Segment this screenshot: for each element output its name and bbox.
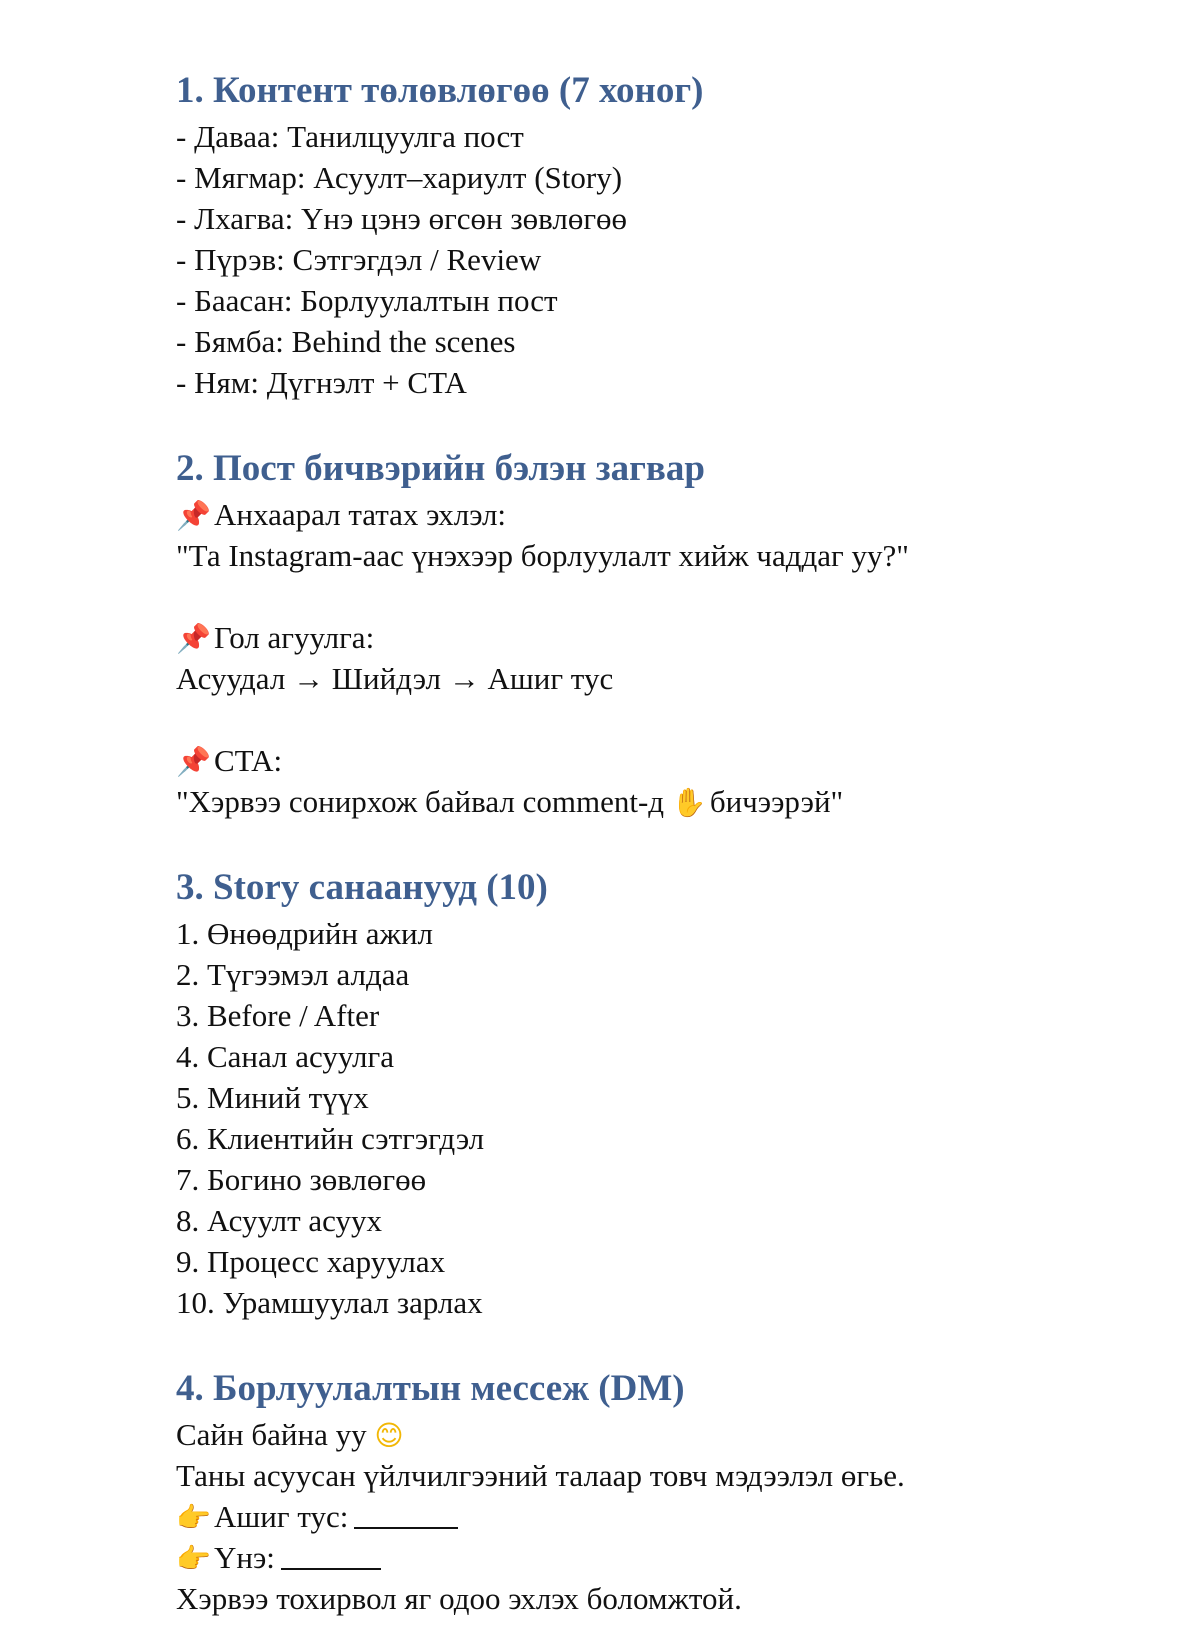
document-page <box>176 66 1136 1619</box>
pointing-hand-icon: 👉 <box>176 1542 211 1575</box>
section-1-heading: 1. Контент төлөвлөгөө (7 хоног) <box>176 70 704 111</box>
dm-benefit-label: Ашиг тус: <box>214 1499 349 1534</box>
cta-label-line <box>176 740 1136 781</box>
story-idea-item: 9. Процесс харуулах <box>176 1244 446 1279</box>
body-text: Асуудал → Шийдэл → Ашиг тус <box>176 661 614 696</box>
story-idea-item: 3. Before / After <box>176 998 380 1033</box>
section-2-heading: 2. Пост бичвэрийн бэлэн загвар <box>176 448 705 489</box>
body-label: Гол агуулга: <box>214 620 375 655</box>
price-blank-line <box>281 1540 381 1570</box>
story-idea-item: 4. Санал асуулга <box>176 1039 394 1074</box>
dm-price-label: Үнэ: <box>214 1540 275 1575</box>
body-label-line <box>176 617 1136 658</box>
story-idea-item: 1. Өнөөдрийн ажил <box>176 916 434 951</box>
story-idea-item: 10. Урамшуулал зарлах <box>176 1285 483 1320</box>
plan-item-wednesday: - Лхагва: Үнэ цэнэ өгсөн зөвлөгөө <box>176 201 628 236</box>
story-idea-item: 2. Түгээмэл алдаа <box>176 957 410 992</box>
plan-item-tuesday: - Мягмар: Асуулт–хариулт (Story) <box>176 160 623 195</box>
smiling-face-icon: 😊 <box>374 1419 404 1452</box>
cta-label: CTA: <box>214 743 283 778</box>
story-idea-item: 8. Асуулт асуух <box>176 1203 382 1238</box>
story-idea-item: 7. Богино зөвлөгөө <box>176 1162 427 1197</box>
dm-price-line <box>176 1537 1136 1578</box>
cta-text-line <box>176 781 1136 822</box>
plan-item-monday: - Даваа: Танилцуулга пост <box>176 119 524 154</box>
raised-hand-icon: ✋ <box>671 786 707 819</box>
pushpin-icon: 📌 <box>176 745 211 778</box>
benefit-blank-line <box>354 1499 458 1529</box>
pushpin-icon: 📌 <box>176 622 211 655</box>
dm-closing: Хэрвээ тохирвол яг одоо эхлэх боломжтой. <box>176 1581 742 1616</box>
dm-benefit-line <box>176 1496 1136 1537</box>
plan-item-sunday: - Ням: Дүгнэлт + CTA <box>176 365 467 400</box>
plan-item-thursday: - Пүрэв: Сэтгэгдэл / Review <box>176 242 542 277</box>
dm-intro: Таны асуусан үйлчилгээний талаар товч мэдээлэл өгье. <box>176 1458 905 1493</box>
pushpin-icon: 📌 <box>176 499 211 532</box>
cta-text-before: "Хэрвээ сонирхож байвал comment-д <box>176 784 665 819</box>
hook-label: Анхаарал татах эхлэл: <box>214 497 507 532</box>
section-4-heading: 4. Борлуулалтын мессеж (DM) <box>176 1368 685 1409</box>
hook-text: "Та Instagram-аас үнэхээр борлуулалт хийж чаддаг уу?" <box>176 538 909 573</box>
section-3-heading: 3. Story санаанууд (10) <box>176 867 548 908</box>
cta-text-after: бичээрэй" <box>709 784 844 819</box>
pointing-hand-icon: 👉 <box>176 1501 211 1534</box>
story-idea-item: 5. Миний түүх <box>176 1080 369 1115</box>
plan-item-friday: - Баасан: Борлуулалтын пост <box>176 283 558 318</box>
dm-greeting: Сайн байна уу <box>176 1417 367 1452</box>
story-idea-item: 6. Клиентийн сэтгэгдэл <box>176 1121 485 1156</box>
hook-label-line <box>176 494 1136 535</box>
plan-item-saturday: - Бямба: Behind the scenes <box>176 324 516 359</box>
dm-greeting-line <box>176 1414 1136 1455</box>
